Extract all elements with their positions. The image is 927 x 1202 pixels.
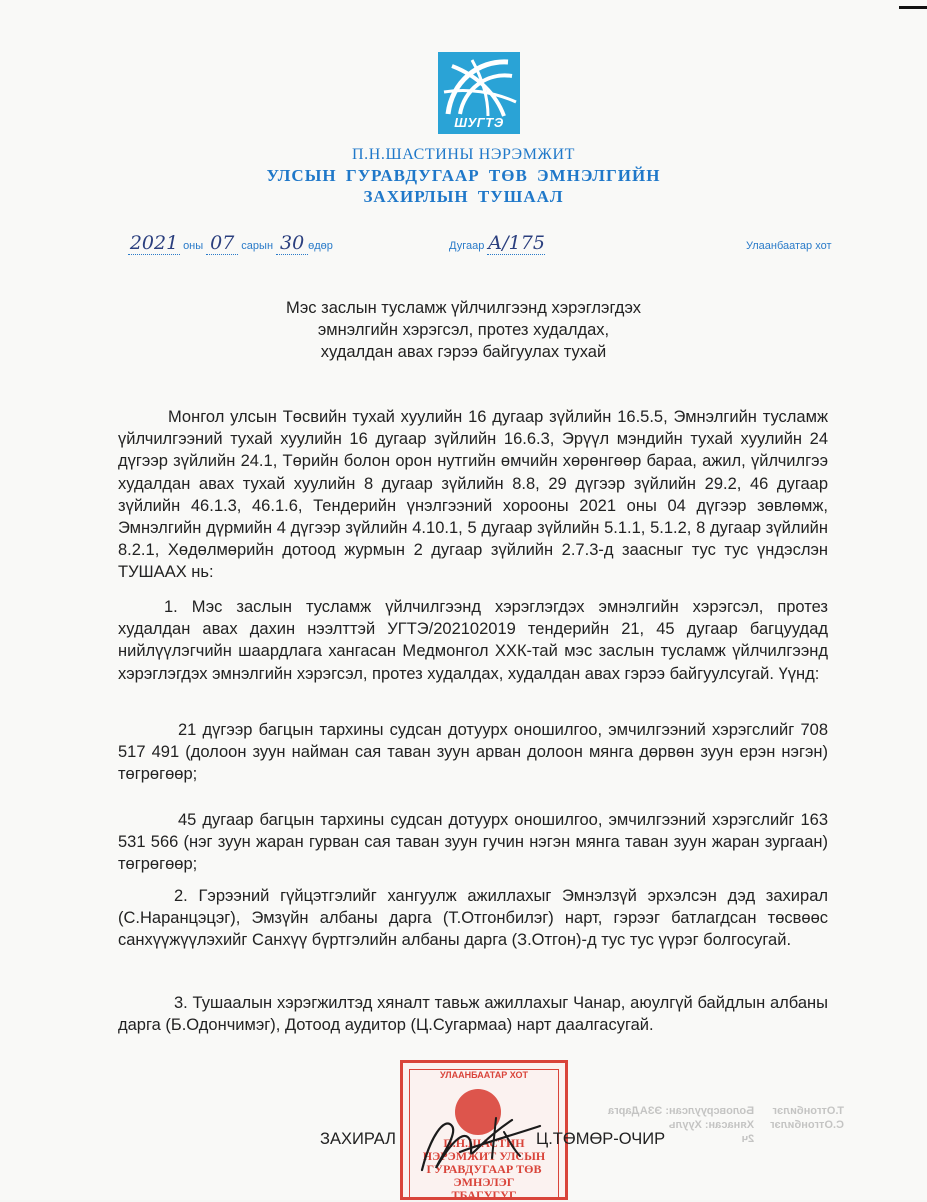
date-field [128,232,333,255]
order-item-2: 2. Гэрээний гүйцэтгэлийг хангуулж ажиллахыг Эмнэлзүй эрхэлсэн дэд захирал (С.Наранцэцэг), Эмзүйн албаны дарга (Т.Отгонбилэг) нарт, гэрээг батлагдсан төсвөөс санхүүжүүлэхийг Санхүү бүртгэлийн албаны дарга (З.Отгон)-д тус тус үүрэг болгосугай. [118,887,828,950]
year-label: оны [183,240,204,252]
title-line2: эмнэлгийн хэрэгсэл, протез худалдах, [317,321,610,339]
day-value: 30 [276,232,308,255]
logo-text: ШУГТЭ [454,115,504,130]
day-label: өдөр [308,240,333,252]
year-value: 2021 [129,232,179,254]
document-number-field [449,232,545,255]
signer-name: Ц.ТӨМӨР-ОЧИР [536,1130,666,1148]
org-name-line2: УЛСЫН ГУРАВДУГААР ТӨВ ЭМНЭЛГИЙН [266,166,661,185]
order-item-1: 1. Мэс заслын тусламж үйлчилгээнд хэрэглэгдэх эмнэлгийн хэрэгсэл, протез худалдан авах дахин нээлттэй УГТЭ/202102019 тендерийн 21, 45 дугаар багцуудад нийлүүлэгчийн шаардлага хангасан Медмонгол ХХК-тай мэс заслын тусламж үйлчилгээнд хэрэглэгдэх эмнэлгийн хэрэгсэл, протез худалдах, худалдан авах гэрээ байгуулсугай. Үүнд: [118,598,828,683]
order-item-3: 3. Тушаалын хэрэгжилтэд хяналт тавьж ажиллахыг Чанар, аюулгүй байдлын албаны дарга (Б.Одончимэг), Дотоод аудитор (Ц.Сугармаа) нарт даалгасугай. [118,994,828,1035]
handwritten-signature-icon [400,1098,550,1178]
org-name-line1: П.Н.ШАСТИНЫ НЭРЭМЖИТ [352,146,575,163]
hospital-logo [438,52,520,134]
stamp-city: УЛААНБААТАР ХОТ [440,1070,528,1080]
number-value: А/175 [487,232,545,254]
month-label: сарын [241,240,274,252]
bleed-through-text-mid: Боловсруулсан: ЭЗАДарга Хянасан: Хууль 2ч [608,1105,755,1145]
bleed-through-text-right: Т.Отгонбилэг С.Отгонбилэг [770,1105,844,1131]
signer-role: ЗАХИРАЛ [320,1130,396,1148]
number-label: Дугаар [449,240,485,252]
lot-45-paragraph: 45 дугаар багцын тархины судсан дотуурх оношилгоо, эмчилгээний хэрэгслийг 163 531 566 (нэг зуун жаран гурван сая таван зуун гучин нэгэн мянга таван зуун жаран зургаан) төгрөгөөр; [118,811,828,874]
order-title [0,297,927,363]
title-line1: Мэс заслын тусламж үйлчилгээнд хэрэглэгдэх [285,299,642,317]
city-label: Улаанбаатар хот [746,240,832,252]
scan-edge-mark [899,6,927,9]
month-value: 07 [206,232,238,255]
title-line3: худалдан авах гэрээ байгуулах тухай [320,343,607,361]
document-type: ЗАХИРЛЫН ТУШААЛ [363,187,564,206]
preamble-paragraph: Монгол улсын Төсвийн тухай хуулийн 16 дугаар зүйлийн 16.5.5, Эмнэлгийн тусламж үйлчилгээний тухай хуулийн 16 дугаар зүйлийн 16.6.3, Эрүүл мэндийн тухай хуулийн 24 дүгээр зүйлийн 24.1, Төрийн болон орон нутгийн өмчийн хөрөнгөөр бараа, ажил, үйлчилгээ худалдан авах тухай хуулийн 8 дугаар зүйлийн 8.8, 29 дүгээр зүйлийн 29.2, 46 дугаар зүйлийн 46.1.3, 46.1.6, Тендерийн үнэлгээний хорооны 2021 оны 04 дүгээр зөвлөмж, Эмнэлгийн дүрмийн 4 дүгээр зүйлийн 4.10.1, 5 дугаар зүйлийн 5.1.1, 5.1.2, 8 дугаар зүйлийн 8.2.1, Хөдөлмөрийн дотоод журмын 2 дугаар зүйлийн 2.7.3-д заасныг тус тус үндэслэн ТУШААХ нь: [118,408,828,582]
lot-21-paragraph: 21 дүгээр багцын тархины судсан дотуурх оношилгоо, эмчилгээний хэрэгслийг 708 517 491 (долоон зуун найман сая таван зуун арван долоон мянга дөрвөн зуун ерэн нэгэн) төгрөгөөр; [118,721,828,784]
stamp-text: П.Н.ШАСТИН НЭРЭМЖИТ УЛСЫН ГУРАВДУГААР ТӨВ ЭМНЭЛЭГ ТБАГУГУГ [422,1136,546,1202]
